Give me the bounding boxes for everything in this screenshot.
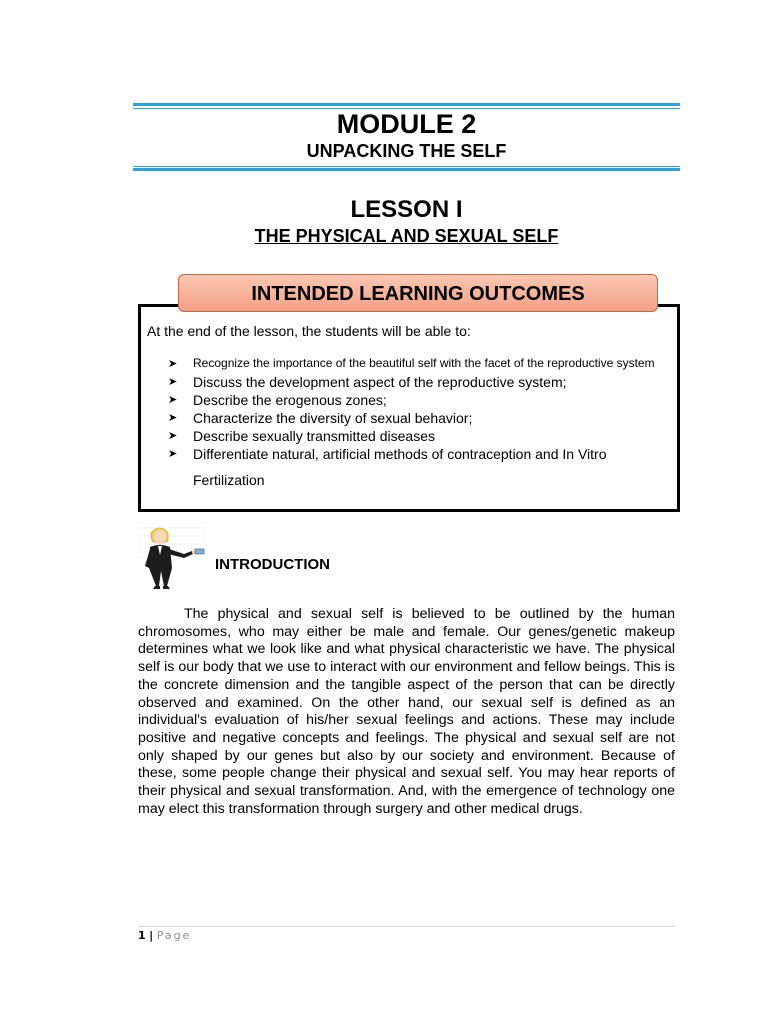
outcomes-intro: At the end of the lesson, the students will be able to: <box>147 323 471 339</box>
header-rule-bottom-thin <box>133 166 680 167</box>
outcomes-heading: INTENDED LEARNING OUTCOMES <box>178 274 658 312</box>
list-item: ➤ Characterize the diversity of sexual behavior; <box>168 410 473 426</box>
list-item: ➤ Describe sexually transmitted diseases <box>168 428 435 444</box>
module-title: MODULE 2 <box>336 109 477 139</box>
arrow-bullet-icon: ➤ <box>168 412 178 424</box>
arrow-bullet-icon: ➤ <box>168 358 178 370</box>
list-item: ➤ Discuss the development aspect of the reproductive system; <box>168 374 567 390</box>
arrow-bullet-icon: ➤ <box>168 376 178 388</box>
list-item-continuation: Fertilization <box>193 472 265 488</box>
list-item: ➤ Describe the erogenous zones; <box>168 392 387 408</box>
list-item: ➤ Recognize the importance of the beautiful self with the facet of the reproductive system <box>168 356 655 370</box>
page-separator: | <box>149 929 154 942</box>
header-rule-bottom-thick <box>133 168 680 171</box>
footer-rule <box>138 926 675 927</box>
introduction-heading: INTRODUCTION <box>215 556 330 573</box>
module-subtitle: UNPACKING THE SELF <box>306 141 507 161</box>
page-number: 1 <box>138 929 146 942</box>
outcomes-list <box>168 356 668 489</box>
introduction-body: The physical and sexual self is believed to be outlined by the human chromosomes, who may either be male and female. Our genes/genetic makeup determines what we look like and what physical characteristic we have. The physical self is our body that we use to interact with our environment and fellow beings. This is the concrete dimension and the tangible aspect of the person that can be directly observed and examined. On the other hand, our sexual self is defined as an individual's evaluation of his/her sexual feelings and actions. These may include positive and negative concepts and feelings. The physical and sexual self are not only shaped by our genes but also by our society and environment. Because of these, some people change their physical and sexual self. You may hear reports of their physical and sexual transformation. And, with the emergence of technology one may elect this transformation through surgery and other medical drugs. <box>138 606 675 817</box>
arrow-bullet-icon: ➤ <box>168 448 178 460</box>
arrow-bullet-icon: ➤ <box>168 430 178 442</box>
list-item: ➤ Differentiate natural, artificial methods of contraception and In Vitro <box>168 446 607 462</box>
businesswoman-icon <box>138 522 206 590</box>
page-label: Page <box>156 929 192 942</box>
arrow-bullet-icon: ➤ <box>168 394 178 406</box>
lesson-title: LESSON I <box>350 196 463 223</box>
page-footer <box>138 929 191 942</box>
header-rule-top-thick <box>133 103 680 106</box>
lesson-subtitle: THE PHYSICAL AND SEXUAL SELF <box>254 226 559 246</box>
